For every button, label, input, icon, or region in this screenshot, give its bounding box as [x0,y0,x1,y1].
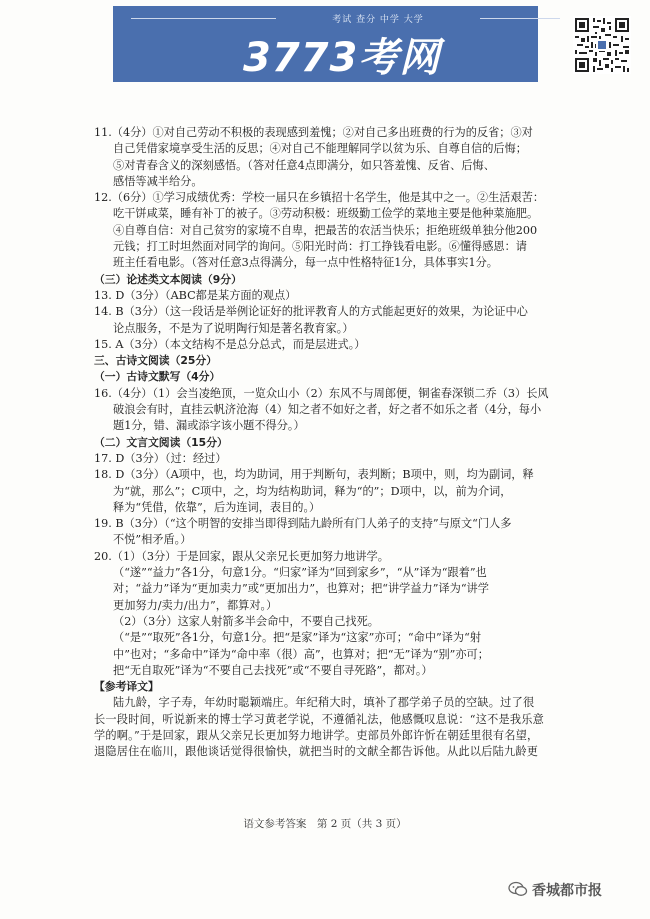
item-line: 释为“凭借，依靠”，后为连词，表目的。） [113,500,321,514]
item-line: 班主任看电影。（答对任意3点得满分，每一点中性格特征1分，具体事实1分。 [113,256,498,270]
source-watermark [508,880,602,901]
item-line: （“遂”“益力”各1分，句意1分。“归家”译为“回到家乡”，“从”译为“跟着”也 [113,566,487,580]
watermark-text: 香城都市报 [532,883,602,899]
translation-line: 陆九龄，字子寿，年幼时聪颖端庄。年纪稍大时，填补了郡学弟子员的空缺。过了很 [113,696,535,710]
item-line: 12.（6分）①学习成绩优秀：学校一届只在乡镇招十名学生，他是其中之一。②生活艰苦： [94,191,545,205]
item-line: 题1分，错、漏或添字该小题不得分。） [113,419,305,433]
item-line: 元钱；打工时坦然面对同学的询问。⑤阳光时尚：打工挣钱看电影。⑥懂得感恩：请 [113,240,527,254]
item-20 [94,549,552,679]
item-line: 吃干饼咸菜，睡有补丁的被子。③劳动积极：班级勤工俭学的菜地主要是他种菜施肥。 [113,207,539,221]
site-logo: 3773考网 [243,35,441,81]
item-line: 对；“益力”译为“更加卖力”或“更加出力”，也算对；把“讲学益力”译为“讲学 [113,582,489,596]
section-heading-lunshu: （三）论述类文本阅读（9分） [94,272,242,286]
item-line: 中”也对；“多命中”译为“命中率（很）高”，也算对；把“无”译为“别”亦可； [113,647,489,661]
item-line: 18. D（3分）（A项中，也，均为助词，用于判断句，表判断；B项中，则，均为副词，释 [94,468,534,482]
banner-slogan: 考试 查分 中学 大学 [332,15,424,25]
item-line: 14. B（3分）（这一段话是举例论证好的批评教育人的方式能起更好的效果，为论证中心 [94,305,528,319]
item-11 [94,125,552,190]
item-line: 把“无自取死”译为“不要自己去找死”或“不要自寻死路”，都对。） [113,663,433,677]
item-line: 感悟等减半给分。 [113,174,203,188]
section-heading-wenyan: （二）文言文阅读（15分） [94,435,228,449]
reference-translation [94,695,552,760]
reference-title: 【参考译文】 [94,680,159,694]
translation-line: 长一段时间，听说新来的博士学习黄老学说，不遵循礼法，他感慨叹息说：“这不是我乐意 [94,712,545,726]
section-heading-gushi: 三、古诗文阅读（25分） [94,354,217,368]
item-line: 20.（1）（3分）于是回家，跟从父亲兄长更加努力地讲学。 [94,549,389,563]
item-line: 19. B（3分）（“这个明智的安排当即得到陆九龄所有门人弟子的支持”与原文“门人多 [94,517,512,531]
item-line: （2）（3分）这家人射箭多半会命中，不要自己找死。 [113,614,379,628]
translation-line: 退隐居住在临川，跟他谈话觉得很愉快，就把当时的文献全都告诉他。从此以后陆九龄更 [94,745,539,759]
item-line: 论点服务，不是为了说明陶行知是著名教育家。） [113,321,354,335]
item-16 [94,386,552,435]
item-line: 11.（4分）①对自己劳动不积极的表现感到羞愧；②对自己多出班费的行为的反省；③对 [94,126,533,139]
item-line: 自己凭借家境享受生活的反思；④对自己不能理解同学以贫为乐、自尊自信的后悔； [113,142,527,156]
translation-line: 学的啊。”于是回家，跟从父亲兄长更加努力地讲学。吏部员外郎许忻在朝廷里很有名望， [94,728,539,742]
section-heading-moxie: （一）古诗文默写（4分） [94,370,221,384]
item-15: 15. A（3分）（本文结构不是总分总式，而是层进式。） [94,337,366,351]
item-18 [94,467,552,516]
banner-divider-left [131,18,276,19]
banner-divider-right [480,18,560,19]
item-14 [94,304,552,337]
item-line: 16.（4分）（1）会当凌绝顶，一览众山小（2）东风不与周郎便，铜雀春深锁二乔（3）长风 [94,386,549,400]
item-line: 为“就，那么”；C项中，之，均为结构助词，释为“的”；D项中，以，前为介词， [113,484,512,498]
item-17: 17. D（3分）（过：经过） [94,451,227,465]
page-footer: 语文参考答案 第 2 页（共 3 页） [243,818,407,830]
item-line: 不悦”相矛盾。） [113,533,192,547]
item-line: ④自尊自信：对自己贫穷的家境不自卑，把最苦的农活当快乐；拒绝班级单独分他200 [113,223,538,237]
qr-code-icon [573,16,631,74]
item-12 [94,190,552,271]
wechat-icon [508,881,528,901]
item-line: 更加努力/卖力/出力”，都算对。） [113,598,278,612]
item-13: 13. D（3分）（ABC都是某方面的观点） [94,288,297,302]
answer-content [94,125,552,761]
item-line: 破浪会有时，直挂云帆济沧海（4）知之者不如好之者，好之者不如乐之者（4分，每小 [113,403,542,417]
item-line: （“是”“取死”各1分，句意1分。把“是家”译为“这家”亦可；“命中”译为“射 [113,631,482,645]
item-19 [94,516,552,549]
site-banner [113,6,538,82]
item-line: ⑤对青春含义的深刻感悟。（答对任意4点即满分，如只答羞愧、反省、后悔、 [113,158,495,172]
